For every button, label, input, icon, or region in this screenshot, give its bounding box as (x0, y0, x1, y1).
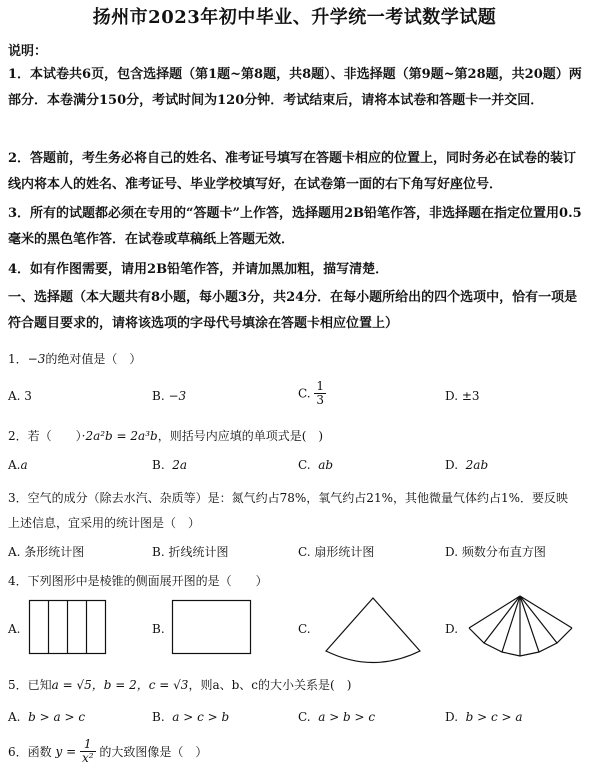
notes-heading: 说明： (8, 44, 48, 59)
note-4: 4．如有作图需要，请用2B铅笔作答，并请加黑加粗，描写清楚． (8, 262, 389, 277)
q1-expression: −3 (27, 352, 46, 366)
q4-option-c-figure (318, 596, 428, 666)
q5-expression: a = √5，b = 2，c = √3 (51, 678, 189, 692)
q1-option-a: A. 3 (8, 389, 32, 403)
q5-option-b: B. a > c > b (152, 710, 230, 724)
q4-option-d-label: D. (445, 622, 459, 636)
q1-option-d: D. ±3 (445, 389, 480, 403)
q3-option-c: C. 扇形统计图 (298, 545, 375, 559)
q4-option-a-label: A. (8, 622, 21, 636)
q5-option-c: C. a > b > c (298, 710, 376, 724)
q2-option-d: D. 2ab (445, 458, 489, 472)
q2-option-a: A.a (8, 458, 28, 472)
q4-option-c-label: C. (298, 622, 311, 636)
q2-option-c: C. ab (298, 458, 334, 472)
note-1: 1．本试卷共6页，包含选择题（第1题~第8题，共8题）、非选择题（第9题~第28题，共20题）两部分．本卷满分150分，考试时间为120分钟．考试结束后，请将本试卷和答题卡一并交回． (8, 67, 582, 108)
q5-option-a: A. b > a > c (8, 710, 86, 724)
exam-title: 扬州市2023年初中毕业、升学统一考试数学试题 (92, 7, 497, 28)
note-2: 2．答题前，考生务必将自己的姓名、准考证号填写在答题卡相应的位置上，同时务必在试卷的装订线内将本人的姓名、准考证号、毕业学校填写好，在试卷第一面的右下角写好座位号． (8, 151, 577, 192)
q2-expression: ·2a²b = 2a³b (81, 429, 158, 443)
q1-option-c: C. $\frac{1}{3}$ (298, 379, 325, 407)
question-4: 4．下列图形中是棱锥的侧面展开图的是（ ） (8, 574, 268, 588)
question-5: 5．已知a = √5，b = 2，c = √3，则a、b、c的大小关系是( ) (8, 678, 352, 692)
question-1: 1．−3的绝对值是（ ） (8, 352, 142, 366)
q3-option-a: A. 条形统计图 (8, 545, 85, 559)
question-2: 2．若（ ）·2a²b = 2a³b，则括号内应填的单项式是( ) (8, 429, 324, 443)
q5-option-d: D. b > c > a (445, 710, 523, 724)
q4-option-a-figure (29, 600, 109, 656)
question-3-line-2: 上述信息，宜采用的统计图是（ ） (8, 516, 201, 530)
question-3-line-1: 3．空气的成分（除去水汽、杂质等）是：氮气约占78%，氧气约占21%，其他微量气体约占1%．要反映 (8, 491, 569, 505)
note-3: 3．所有的试题都必须在专用的“答题卡”上作答，选择题用2B铅笔作答，非选择题在指定位置用0.5毫米的黑色笔作答．在试卷或草稿纸上答题无效． (8, 206, 582, 247)
q6-fraction: $\frac{1}{\text{x²}}$ (81, 737, 94, 765)
question-6: 6．函数 y = $\frac{1}{\text{x²}}$ 的大致图像是（ ） (8, 737, 208, 765)
q4-option-d-figure (465, 594, 585, 664)
q1-option-b: B. −3 (152, 389, 187, 403)
q3-option-b: B. 折线统计图 (152, 545, 229, 559)
q1-c-fraction: $\frac{1}{3}$ (316, 379, 325, 407)
q3-option-d: D. 频数分布直方图 (445, 545, 546, 559)
q4-option-b-label: B. (152, 622, 165, 636)
section-1-instructions: 一、选择题（本大题共有8小题，每小题3分，共24分．在每小题所给出的四个选项中，恰有一项是符合题目要求的，请将该选项的字母代号填涂在答题卡相应位置上） (8, 290, 578, 331)
q2-option-b: B. 2a (152, 458, 188, 472)
q4-option-b-figure (172, 600, 254, 656)
